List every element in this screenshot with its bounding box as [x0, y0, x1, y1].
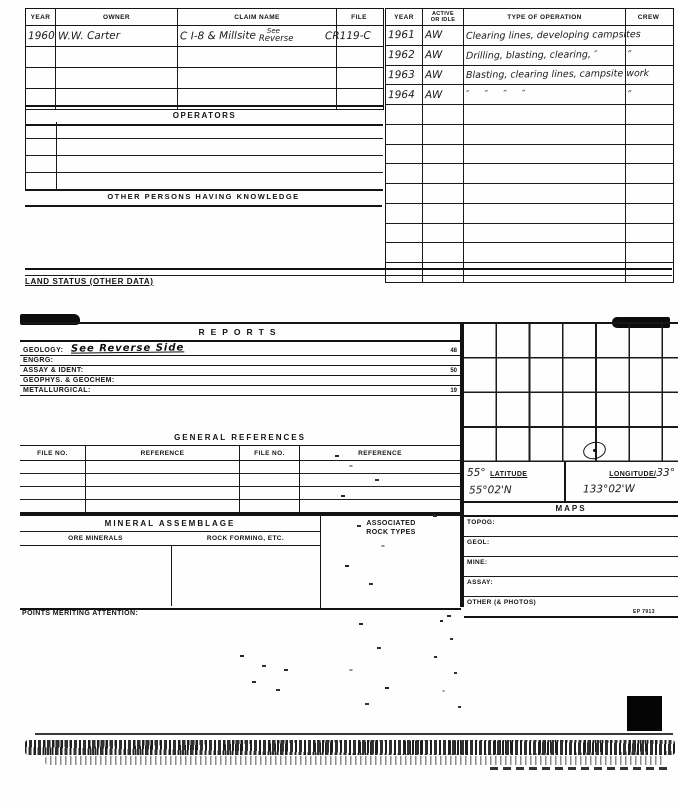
- maps-box: [464, 501, 678, 621]
- report-label: GEOPHYS. & GEOCHEM:: [23, 377, 115, 384]
- claim-owner: W.W. Carter: [57, 29, 121, 43]
- reports-rows: [20, 342, 460, 396]
- ops-col-active-or-idle: ACTIVE OR IDLE: [423, 9, 464, 25]
- longitude-hand-degrees: 33°: [656, 467, 675, 479]
- claims-col-year: YEAR: [26, 9, 56, 25]
- map-row-label: OTHER (& PHOTOS): [467, 598, 537, 606]
- claims-col-claim-name: CLAIM NAME: [178, 9, 337, 25]
- ops-col-crew: CREW: [637, 13, 660, 21]
- table-row: [386, 184, 673, 204]
- claims-table-header: [26, 9, 383, 26]
- ops-operation: ″ ″ ″ ″: [465, 88, 526, 101]
- map-row-label: TOPOG:: [467, 518, 495, 526]
- general-references-headers: [20, 446, 460, 461]
- table-row: [26, 68, 383, 89]
- mineral-assemblage-box: [20, 514, 320, 610]
- mineral-assemblage-headers: [20, 531, 320, 546]
- scan-noise-band: [25, 740, 675, 755]
- ops-year: 1961: [387, 29, 415, 42]
- table-row: [386, 66, 673, 86]
- associated-rock-types-box: [320, 514, 461, 610]
- table-row: [386, 105, 673, 125]
- scan-noise-dashes: [490, 767, 670, 770]
- ops-year: 1963: [387, 68, 415, 82]
- form-number: EP 7913: [633, 609, 655, 615]
- latitude-value: 55°02'N: [468, 484, 512, 497]
- table-row: [386, 85, 673, 105]
- operators-section-header: OPERATORS: [25, 105, 383, 126]
- claim-name: C I-8 & Millsite: [179, 29, 256, 43]
- report-row: [20, 376, 460, 386]
- ops-operation: Blasting, clearing lines, campsite work: [465, 68, 650, 82]
- scan-black-square: [627, 696, 662, 731]
- table-row: [26, 47, 383, 68]
- general-references-box: [20, 430, 460, 514]
- operations-table: [385, 8, 674, 283]
- associated-rock-types-header: ASSOCIATED ROCK TYPES: [366, 520, 416, 537]
- operators-rows: [25, 122, 383, 191]
- report-row: [20, 386, 460, 396]
- mineral-assemblage-title: MINERAL ASSEMBLAGE: [104, 519, 236, 528]
- rock-forming-header: ROCK FORMING, ETC.: [206, 535, 285, 542]
- ops-year: 1962: [387, 48, 415, 62]
- report-page-number: 50: [450, 368, 457, 374]
- table-row: [386, 224, 673, 244]
- table-row: [386, 26, 673, 46]
- operations-rows: [386, 26, 673, 283]
- ops-col-type-of-operation: TYPE OF OPERATION: [464, 9, 626, 25]
- general-reference-column-header: REFERENCE: [140, 449, 185, 457]
- maps-rows: [464, 517, 678, 616]
- ops-active-or-idle: AW: [424, 68, 443, 81]
- scan-speckle-cluster: [240, 655, 244, 657]
- map-row: [464, 517, 678, 537]
- ops-crew: ″: [627, 88, 633, 101]
- report-label: METALLURGICAL:: [23, 387, 91, 394]
- table-row: [386, 125, 673, 145]
- lat-long-box: [464, 462, 678, 503]
- latitude-label: LATITUDE: [490, 471, 528, 478]
- scan-speckle-trail: [335, 455, 339, 457]
- claims-empty-rows: [26, 47, 383, 110]
- maps-title: MAPS: [464, 501, 678, 517]
- map-row-label: MINE:: [467, 558, 488, 566]
- section-divider: [25, 268, 672, 276]
- other-persons-section-header: OTHER PERSONS HAVING KNOWLEDGE: [25, 188, 382, 207]
- map-row: [464, 577, 678, 597]
- ops-year: 1964: [387, 88, 415, 101]
- report-row: [20, 356, 460, 366]
- general-reference-column-header: FILE NO.: [254, 449, 285, 457]
- ops-active-or-idle: AW: [424, 29, 443, 42]
- report-row: [20, 366, 460, 376]
- map-row-label: GEOL:: [467, 538, 490, 546]
- scan-speckle-cluster-2: [440, 620, 443, 622]
- general-reference-column-header: FILE NO.: [37, 449, 68, 457]
- report-label: ASSAY & IDENT:: [23, 367, 84, 374]
- report-label: GEOLOGY:: [23, 347, 64, 354]
- ops-col-year: YEAR: [386, 9, 423, 25]
- report-page-number: 19: [450, 388, 457, 394]
- table-row: [386, 243, 673, 263]
- operations-table-header: [386, 9, 673, 26]
- map-row: [464, 537, 678, 557]
- map-row: [464, 557, 678, 577]
- scan-noise-line: [35, 733, 673, 735]
- scan-noise-band-2: [45, 756, 665, 765]
- claims-table: [25, 8, 384, 110]
- ops-operation: Clearing lines, developing campsites: [465, 28, 641, 42]
- reports-title: REPORTS: [20, 324, 460, 342]
- claim-note: See Reverse: [258, 27, 294, 45]
- claim-file: CR119-C: [324, 29, 371, 43]
- reports-box: [20, 324, 460, 396]
- map-row-label: ASSAY:: [467, 578, 493, 586]
- report-row: [20, 342, 460, 356]
- table-row: [386, 164, 673, 184]
- ops-operation: Drilling, blasting, clearing, ″: [465, 48, 598, 62]
- table-row: [26, 26, 383, 47]
- ops-active-or-idle: AW: [424, 88, 443, 101]
- ops-crew: ″: [627, 49, 633, 62]
- table-row: [386, 145, 673, 165]
- longitude-label: LONGITUDE/: [609, 471, 657, 478]
- other-persons-empty-box: [25, 205, 382, 268]
- general-reference-column-header: REFERENCE: [358, 449, 402, 457]
- report-value: See Reverse Side: [71, 342, 185, 355]
- land-status-label: LAND STATUS (OTHER DATA): [25, 277, 154, 286]
- ore-minerals-header: ORE MINERALS: [68, 535, 123, 542]
- claims-col-owner: OWNER: [56, 9, 178, 25]
- report-page-number: 48: [450, 348, 457, 354]
- table-row: [386, 46, 673, 66]
- claims-col-file: FILE: [351, 13, 367, 21]
- report-label: ENGRG:: [23, 357, 54, 364]
- points-meriting-attention-label: POINTS MERITING ATTENTION:: [22, 610, 139, 617]
- table-row: [386, 204, 673, 224]
- coordinate-grid: [464, 324, 678, 462]
- general-references-title: GENERAL REFERENCES: [20, 430, 460, 446]
- longitude-value: 133°02'W: [582, 482, 635, 496]
- claim-year: 1960: [27, 29, 55, 43]
- ops-active-or-idle: AW: [424, 49, 443, 62]
- latitude-hand-degrees: 55°: [467, 467, 486, 479]
